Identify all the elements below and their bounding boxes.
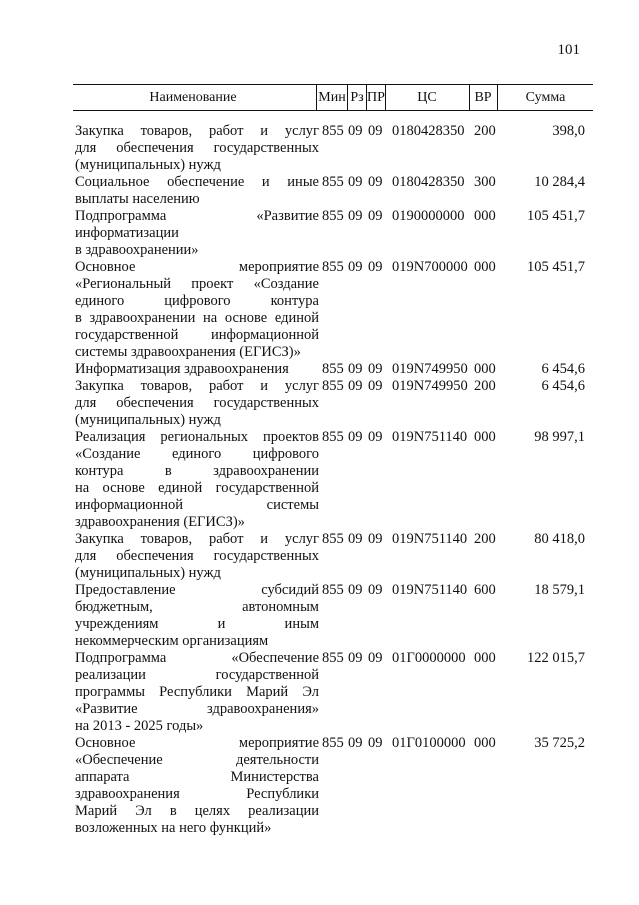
row-name-line: Закупка товаров, работ и услуг [75, 123, 319, 139]
table-row [0, 174, 639, 208]
row-pr: 09 [368, 429, 383, 445]
row-rz: 09 [348, 123, 363, 139]
row-cs: 019N751140 [392, 531, 468, 547]
row-name-line: Социальное обеспечение и иные [75, 174, 319, 190]
row-pr: 09 [368, 531, 383, 547]
row-name [75, 123, 319, 174]
row-min: 855 [322, 531, 344, 547]
row-name-line: в здравоохранении» [75, 242, 199, 258]
table-body [0, 123, 639, 837]
row-name-line: Закупка товаров, работ и услуг [75, 531, 319, 547]
row-name-line: аппарата Министерства [75, 769, 319, 785]
row-rz: 09 [348, 174, 363, 190]
row-pr: 09 [368, 259, 383, 275]
row-name-line: «Создание единого цифрового [75, 446, 319, 462]
col-header-cs: ЦС [417, 90, 437, 105]
row-min: 855 [322, 735, 344, 751]
row-min: 855 [322, 174, 344, 190]
row-name [75, 208, 319, 259]
row-name-line: Подпрограмма «Обеспечение [75, 650, 319, 666]
row-pr: 09 [368, 735, 383, 751]
row-pr: 09 [368, 361, 383, 377]
row-name-line: Основное мероприятие [75, 259, 319, 275]
row-pr: 09 [368, 378, 383, 394]
row-vr: 000 [474, 650, 496, 666]
row-cs: 0190000000 [392, 208, 465, 224]
row-name-line: (муниципальных) нужд [75, 412, 221, 428]
row-name-line: информатизации [75, 225, 179, 241]
col-header-rz: Рз [350, 90, 364, 105]
row-rz: 09 [348, 208, 363, 224]
row-cs: 019N751140 [392, 429, 468, 445]
row-rz: 09 [348, 735, 363, 751]
row-name-line: системы здравоохранения (ЕГИСЗ)» [75, 344, 301, 360]
row-name-line: информационной системы [75, 497, 319, 513]
row-rz: 09 [348, 361, 363, 377]
row-name-line: Реализация региональных проектов [75, 429, 319, 445]
row-vr: 200 [474, 378, 496, 394]
row-cs: 01Г0100000 [392, 735, 466, 751]
row-sum: 80 418,0 [534, 531, 585, 547]
table-row [0, 429, 639, 531]
table-row [0, 582, 639, 650]
row-min: 855 [322, 429, 344, 445]
row-vr: 000 [474, 429, 496, 445]
row-name [75, 259, 319, 361]
row-name-line: для обеспечения государственных [75, 395, 319, 411]
row-pr: 09 [368, 208, 383, 224]
row-rz: 09 [348, 582, 363, 598]
row-cs: 019N700000 [392, 259, 468, 275]
col-header-min: Мин [318, 90, 346, 105]
row-name-line: Информатизация здравоохранения [75, 361, 289, 377]
row-name-line: Подпрограмма «Развитие [75, 208, 319, 224]
table-row [0, 650, 639, 735]
row-name-line: в здравоохранении на основе единой [75, 310, 319, 326]
table-row [0, 123, 639, 174]
row-sum: 6 454,6 [541, 378, 585, 394]
table-row [0, 208, 639, 259]
row-name-line: «Обеспечение деятельности [75, 752, 319, 768]
col-header-name: Наименование [149, 90, 237, 105]
row-vr: 300 [474, 174, 496, 190]
row-name-line: здравоохранения (ЕГИСЗ)» [75, 514, 245, 530]
row-sum: 6 454,6 [541, 361, 585, 377]
row-name-line: Марий Эл в целях реализации [75, 803, 319, 819]
row-vr: 000 [474, 361, 496, 377]
row-cs: 01Г0000000 [392, 650, 466, 666]
row-sum: 10 284,4 [534, 174, 585, 190]
col-header-vr: ВР [474, 90, 492, 105]
page-number: 101 [557, 42, 580, 58]
row-name [75, 361, 319, 378]
row-name-line: программы Республики Марий Эл [75, 684, 319, 700]
row-cs: 0180428350 [392, 123, 465, 139]
row-min: 855 [322, 582, 344, 598]
row-vr: 200 [474, 123, 496, 139]
row-name-line: (муниципальных) нужд [75, 565, 221, 581]
row-name [75, 531, 319, 582]
row-name [75, 378, 319, 429]
row-sum: 18 579,1 [534, 582, 585, 598]
row-name [75, 650, 319, 735]
row-vr: 000 [474, 259, 496, 275]
row-rz: 09 [348, 531, 363, 547]
row-pr: 09 [368, 650, 383, 666]
row-name-line: выплаты населению [75, 191, 200, 207]
row-pr: 09 [368, 123, 383, 139]
row-min: 855 [322, 361, 344, 377]
row-name-line: некоммерческим организациям [75, 633, 269, 649]
table-row [0, 735, 639, 837]
table-row [0, 378, 639, 429]
row-name-line: «Развитие здравоохранения» [75, 701, 319, 717]
row-min: 855 [322, 208, 344, 224]
row-name-line: единого цифрового контура [75, 293, 319, 309]
row-sum: 98 997,1 [534, 429, 585, 445]
row-cs: 019N749950 [392, 361, 468, 377]
row-rz: 09 [348, 650, 363, 666]
row-name-line: для обеспечения государственных [75, 140, 319, 156]
row-name-line: бюджетным, автономным [75, 599, 319, 615]
row-name-line: здравоохранения Республики [75, 786, 319, 802]
row-vr: 000 [474, 735, 496, 751]
row-min: 855 [322, 123, 344, 139]
row-name [75, 429, 319, 531]
row-min: 855 [322, 378, 344, 394]
row-sum: 122 015,7 [527, 650, 585, 666]
row-name-line: на основе единой государственной [75, 480, 319, 496]
col-header-pr: ПР [367, 90, 385, 105]
row-sum: 398,0 [552, 123, 585, 139]
row-rz: 09 [348, 429, 363, 445]
row-name-line: реализации государственной [75, 667, 319, 683]
row-cs: 019N749950 [392, 378, 468, 394]
row-vr: 000 [474, 208, 496, 224]
row-name-line: для обеспечения государственных [75, 548, 319, 564]
row-name-line: учреждениям и иным [75, 616, 319, 632]
row-min: 855 [322, 650, 344, 666]
row-rz: 09 [348, 378, 363, 394]
row-sum: 105 451,7 [527, 259, 585, 275]
row-name-line: контура в здравоохранении [75, 463, 319, 479]
col-header-sum: Сумма [525, 90, 566, 105]
row-name [75, 582, 319, 650]
row-name-line: «Региональный проект «Создание [75, 276, 319, 292]
row-name-line: Закупка товаров, работ и услуг [75, 378, 319, 394]
row-min: 855 [322, 259, 344, 275]
row-name [75, 174, 319, 208]
row-pr: 09 [368, 582, 383, 598]
table-row [0, 531, 639, 582]
row-sum: 35 725,2 [534, 735, 585, 751]
row-cs: 019N751140 [392, 582, 468, 598]
row-cs: 0180428350 [392, 174, 465, 190]
row-vr: 200 [474, 531, 496, 547]
row-pr: 09 [368, 174, 383, 190]
table-row [0, 361, 639, 378]
row-name-line: (муниципальных) нужд [75, 157, 221, 173]
row-vr: 600 [474, 582, 496, 598]
row-name-line: государственной информационной [75, 327, 319, 343]
row-rz: 09 [348, 259, 363, 275]
row-name-line: на 2013 - 2025 годы» [75, 718, 204, 734]
row-name [75, 735, 319, 837]
row-sum: 105 451,7 [527, 208, 585, 224]
table-header [73, 84, 593, 111]
table-row [0, 259, 639, 361]
row-name-line: Предоставление субсидий [75, 582, 319, 598]
row-name-line: возложенных на него функций» [75, 820, 272, 836]
row-name-line: Основное мероприятие [75, 735, 319, 751]
